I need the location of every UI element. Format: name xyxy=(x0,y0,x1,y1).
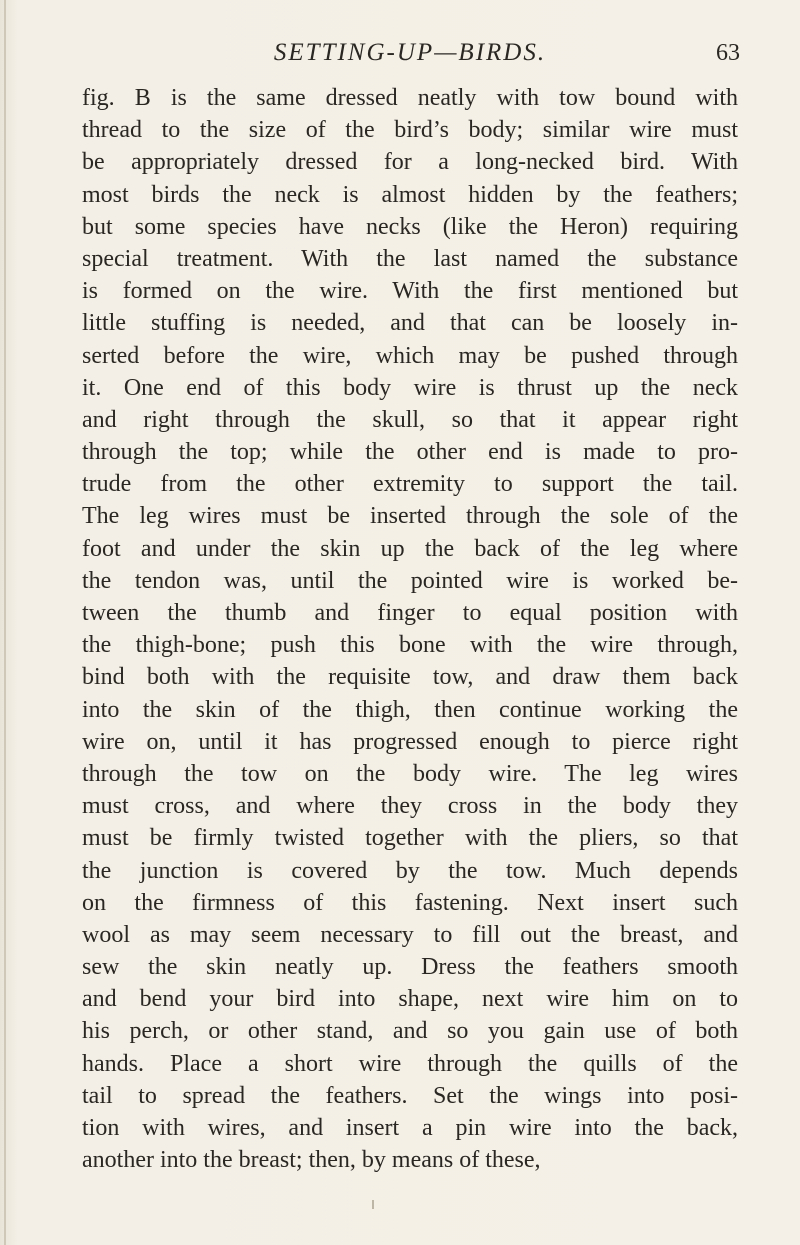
text-line: most birds the neck is almost hidden by the feathers; xyxy=(82,181,738,208)
text-line: on the firmness of this fastening. Next insert such xyxy=(82,889,738,916)
text-line: it. One end of this body wire is thrust up the neck xyxy=(82,374,738,401)
text-line: through the tow on the body wire. The leg wires xyxy=(82,760,738,787)
text-line: fig. B is the same dressed neatly with tow bound with xyxy=(82,85,738,111)
text-line: is formed on the wire. With the first mentioned but xyxy=(82,278,738,305)
text-line: and right through the skull, so that it appear right xyxy=(82,406,738,433)
text-line: through the top; while the other end is made to pro- xyxy=(82,439,738,466)
text-line: the thigh-bone; push this bone with the wire through, xyxy=(82,632,738,659)
text-line: be appropriately dressed for a long-necked bird. With xyxy=(82,149,738,176)
text-line: into the skin of the thigh, then continue working the xyxy=(82,696,738,723)
running-head-title: SETTING-UP—BIRDS. xyxy=(273,39,547,66)
text-line: hands. Place a short wire through the quills of the xyxy=(82,1050,738,1077)
text-line: the junction is covered by the tow. Much depends xyxy=(82,857,738,884)
text-line: little stuffing is needed, and that can be loosely in- xyxy=(82,310,738,337)
text-line: and bend your bird into shape, next wire him on to xyxy=(82,986,738,1013)
text-line: tail to spread the feathers. Set the wings into posi- xyxy=(82,1082,738,1109)
text-line: but some species have necks (like the Heron) requiring xyxy=(82,213,738,240)
text-line: bind both with the requisite tow, and draw them back xyxy=(82,664,738,691)
print-speck xyxy=(372,1200,374,1209)
text-line: the tendon was, until the pointed wire is worked be- xyxy=(82,567,738,594)
text-line: his perch, or other stand, and so you gain use of both xyxy=(82,1018,738,1045)
text-line: tion with wires, and insert a pin wire into the back, xyxy=(82,1115,738,1141)
text-line: thread to the size of the bird’s body; similar wire must xyxy=(82,117,738,144)
text-line: another into the breast; then, by means of these, xyxy=(82,1147,541,1174)
text-line: wire on, until it has progressed enough to pierce right xyxy=(82,728,738,755)
text-line: sew the skin neatly up. Dress the feathers smooth xyxy=(82,954,738,981)
text-line: The leg wires must be inserted through the sole of the xyxy=(82,503,738,530)
text-line: special treatment. With the last named the substance xyxy=(82,245,738,272)
running-head xyxy=(80,38,740,68)
page-gutter-edge xyxy=(4,0,6,1245)
text-line: serted before the wire, which may be pushed through xyxy=(82,342,738,369)
page-number: 63 xyxy=(716,40,740,66)
text-line: trude from the other extremity to support the tail. xyxy=(82,471,738,498)
body-text xyxy=(82,82,738,1176)
text-line: must be firmly twisted together with the pliers, so that xyxy=(82,825,738,852)
text-line: wool as may seem necessary to fill out the breast, and xyxy=(82,921,738,948)
text-line: foot and under the skin up the back of the leg where xyxy=(82,535,738,562)
text-line: tween the thumb and finger to equal position with xyxy=(82,600,738,626)
text-line: must cross, and where they cross in the body they xyxy=(82,793,738,820)
